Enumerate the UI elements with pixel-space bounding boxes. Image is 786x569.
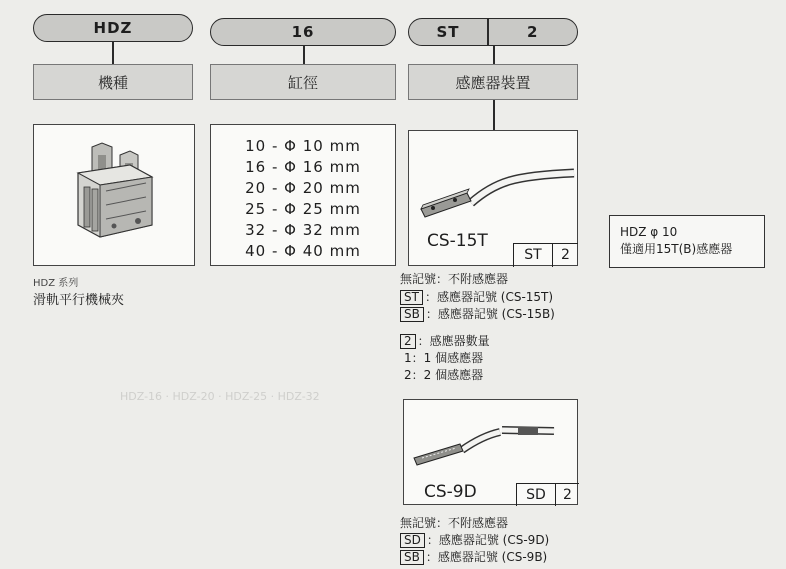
bore-option: 40 - Φ 40 mm	[245, 242, 361, 260]
bore-option: 32 - Φ 32 mm	[245, 221, 361, 239]
bore-option: 25 - Φ 25 mm	[245, 200, 361, 218]
note-tag: SB	[400, 307, 424, 322]
bore-code-pill: 16	[210, 18, 396, 46]
bore-option: 16 - Φ 16 mm	[245, 158, 361, 176]
sensor-type-code: ST	[436, 23, 460, 41]
product-image-panel	[33, 124, 195, 266]
bore-options-panel	[210, 124, 396, 266]
quantity-title-text: ：感應器數量	[417, 334, 490, 348]
note-sb	[400, 548, 547, 565]
note-text: ：感應器記號 (CS-15T)	[424, 290, 554, 304]
sensor-count: 2	[563, 487, 572, 503]
sensor-connector-top	[493, 46, 495, 64]
sensor-model-label: CS-15T	[427, 231, 488, 251]
quantity-title	[400, 332, 490, 349]
note-text: ：感應器記號 (CS-15B)	[425, 307, 555, 321]
note-no-sensor: 無記號：不附感應器	[400, 272, 509, 286]
sensor-code-pill	[408, 18, 578, 46]
series-caption: HDZ 系列	[33, 278, 79, 289]
bore-connector	[303, 46, 305, 64]
sensor-label: 感應器裝置	[408, 64, 578, 100]
sensor-code-box	[513, 243, 578, 267]
note-text: ：感應器記號 (CS-9D)	[426, 533, 550, 547]
quantity-item: 1：1 個感應器	[404, 351, 484, 365]
product-name-caption: 滑軌平行機械夾	[33, 293, 125, 308]
note-no-sensor: 無記號：不附感應器	[400, 516, 509, 530]
model-type-label: 機種	[33, 64, 193, 100]
sensor-code-box	[516, 483, 579, 506]
note-sd	[400, 531, 549, 548]
sensor-cs15t-illustration	[409, 131, 577, 231]
series-connector	[112, 42, 114, 64]
gripper-illustration	[34, 125, 194, 265]
sensor-connector-bottom	[493, 100, 495, 130]
note-text: ：感應器記號 (CS-9B)	[425, 550, 548, 564]
sensor-code: SD	[517, 484, 556, 506]
side-note-line2: 僅適用15T(B)感應器	[620, 242, 733, 256]
note-tag: ST	[400, 290, 423, 305]
note-st	[400, 288, 553, 305]
sensor-count: 2	[561, 247, 570, 263]
sensor-model-label: CS-9D	[424, 482, 477, 502]
bore-label: 缸徑	[210, 64, 396, 100]
series-code-pill: HDZ	[33, 14, 193, 42]
side-note-line1: HDZ φ 10	[620, 225, 678, 239]
quantity-item: 2：2 個感應器	[404, 368, 484, 382]
sensor-cs9d-illustration	[404, 400, 577, 480]
bleed-through-text: HDZ-16 · HDZ-20 · HDZ-25 · HDZ-32	[120, 390, 320, 403]
note-tag: SD	[400, 533, 425, 548]
sensor-cs9d-panel	[403, 399, 578, 505]
bore-option: 20 - Φ 20 mm	[245, 179, 361, 197]
sensor-cs15t-panel	[408, 130, 578, 266]
sensor-count-code: 2	[527, 23, 539, 41]
note-sb	[400, 305, 555, 322]
quantity-tag: 2	[400, 334, 416, 349]
side-note-box	[609, 215, 765, 268]
note-tag: SB	[400, 550, 424, 565]
bore-option: 10 - Φ 10 mm	[245, 137, 361, 155]
sensor-code: ST	[514, 244, 553, 267]
